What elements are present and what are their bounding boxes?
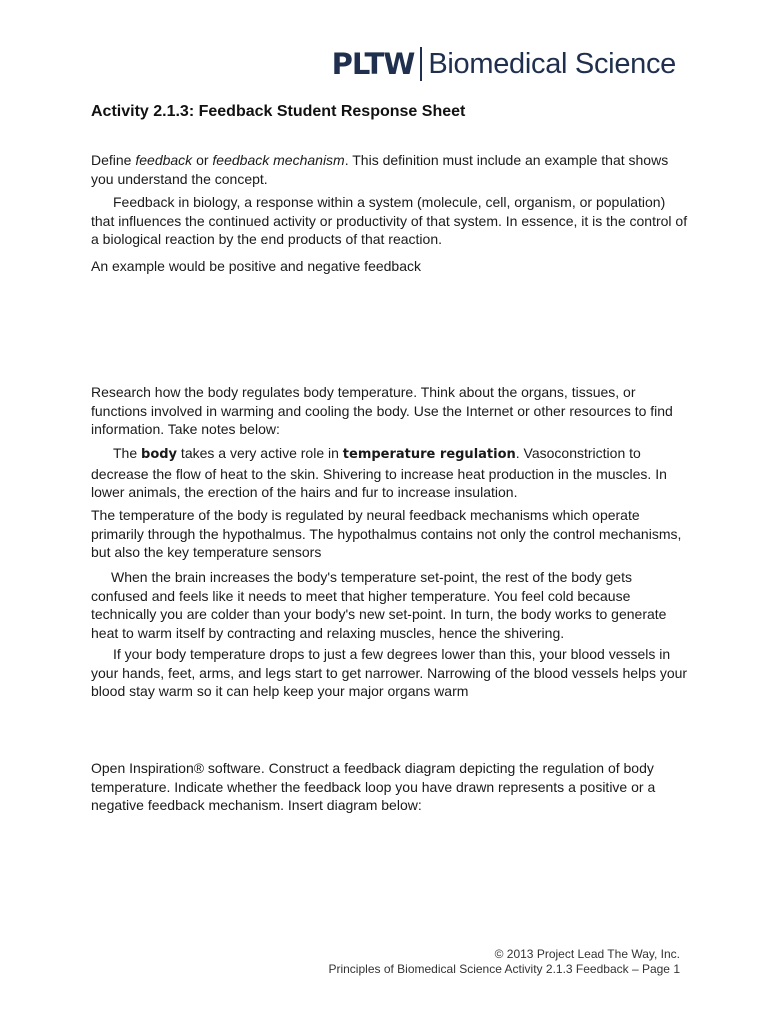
footer-page-label: Principles of Biomedical Science Activity 2.1.3 Feedback – Page 1	[328, 962, 680, 976]
answer-example: An example would be positive and negative feedback	[91, 258, 421, 274]
pltw-logo	[332, 44, 676, 84]
prompt-define-feedback: Define feedback or feedback mechanism. This definition must include an example that shows you understand the concept.	[91, 152, 669, 187]
prompt-research: Research how the body regulates body temperature. Think about the organs, tissues, or functions involved in warming and cooling the body. Use the Internet or other resources to find information. Take notes below:	[91, 384, 673, 437]
prompt-diagram: Open Inspiration® software. Construct a feedback diagram depicting the regulation of body temperature. Indicate whether the feedback loop you have drawn represents a positive or a negative feedback mechanism. Insert diagram below:	[91, 760, 656, 813]
logo-mark: PLTW	[331, 47, 415, 81]
answer-definition: Feedback in biology, a response within a system (molecule, cell, organism, or population) that influences the continued activity or productivity of that system. In essence, it is the control of a biological reaction by the end products of that reaction.	[91, 194, 688, 247]
footer-copyright: © 2013 Project Lead The Way, Inc.	[494, 947, 680, 961]
notes-paragraph-4: If your body temperature drops to just a few degrees lower than this, your blood vessels in your hands, feet, arms, and legs start to get narrower. Narrowing of the blood vessels helps your blood stay warm so it can help keep your major organs warm	[91, 646, 688, 699]
notes-paragraph-3: When the brain increases the body's temperature set-point, the rest of the body gets confused and feels like it needs to meet that higher temperature. You feel cold because technically you are colder than your body's new set-point. In turn, the body works to generate heat to warm itself by contracting and relaxing muscles, hence the shivering.	[91, 569, 667, 641]
notes-paragraph-2: The temperature of the body is regulated by neural feedback mechanisms which operate primarily through the hypothalmus. The hypothalmus contains not only the control mechanisms, but also the key temperature sensors	[91, 507, 682, 560]
notes-paragraph-1: The body takes a very active role in temperature regulation. Vasoconstriction to decrease the flow of heat to the skin. Shivering to increase heat production in the muscles. In lower animals, the erection of the hairs and fur to increase insulation.	[91, 445, 667, 500]
page-title: Activity 2.1.3: Feedback Student Response Sheet	[91, 103, 466, 120]
logo-text: Biomedical Science	[428, 47, 676, 80]
logo-divider	[420, 47, 422, 81]
